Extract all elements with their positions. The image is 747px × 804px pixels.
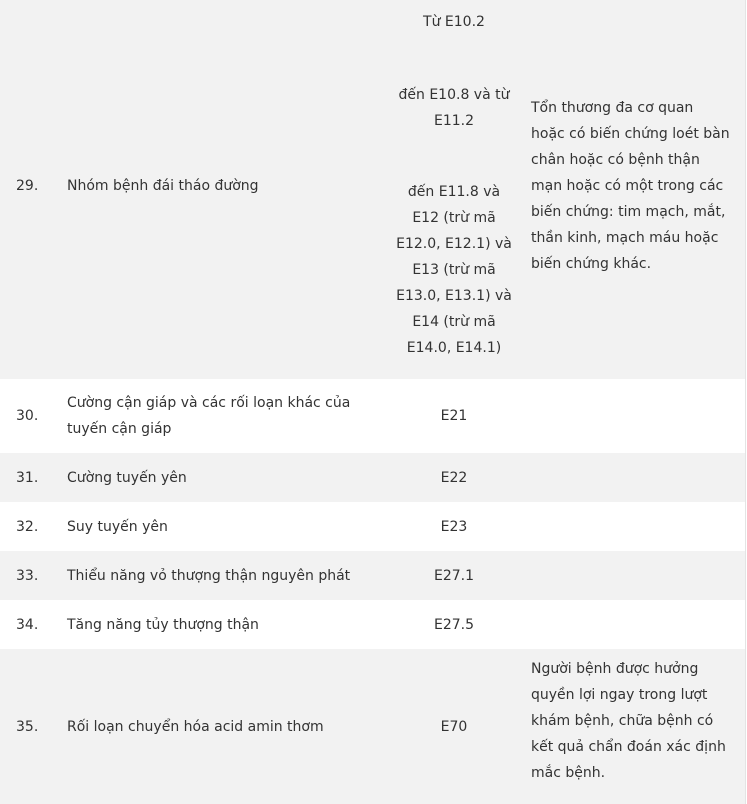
- table-row: [0, 0, 745, 379]
- disease-name: [67, 600, 367, 649]
- row-number: [16, 649, 38, 804]
- table-row: [0, 502, 745, 551]
- disease-note-line: quyền lợi ngay trong lượt: [531, 687, 708, 703]
- disease-note-line: Tổn thương đa cơ quan: [531, 100, 694, 116]
- table-row: [0, 600, 745, 649]
- disease-note-line: thần kinh, mạch máu hoặc: [531, 230, 719, 246]
- disease-code-line: E27.1: [433, 567, 475, 584]
- row-number-text: 33.: [16, 567, 39, 584]
- disease-name: [67, 173, 367, 199]
- table-row: [0, 453, 745, 502]
- disease-name-line: Rối loạn chuyển hóa acid amin thơm: [67, 718, 324, 735]
- disease-code: [392, 600, 516, 649]
- disease-name-line: Cường tuyến yên: [67, 469, 187, 486]
- disease-name-line: Cường cận giáp và các rối loạn khác của: [67, 395, 351, 411]
- disease-code: [392, 453, 516, 502]
- disease-code: [392, 551, 516, 600]
- disease-name: [67, 502, 367, 551]
- disease-code-line: E13.0, E13.1) và: [396, 288, 512, 304]
- disease-name-line: Thiểu năng vỏ thượng thận nguyên phát: [67, 567, 351, 584]
- disease-name: [67, 453, 367, 502]
- disease-note-line: Người bệnh được hưởng: [531, 661, 699, 677]
- disease-code-group: [392, 179, 516, 361]
- disease-code-line: E27.5: [433, 616, 475, 633]
- disease-name-line: Tăng năng tủy thượng thận: [67, 616, 259, 633]
- disease-code-line: E14.0, E14.1): [406, 340, 502, 356]
- disease-code-line: E22: [440, 469, 468, 486]
- disease-code-line: E70: [440, 718, 468, 735]
- table-row: [0, 551, 745, 600]
- disease-code: [392, 379, 516, 453]
- disease-code-line: E12.0, E12.1) và: [396, 236, 512, 252]
- disease-name-line: Suy tuyến yên: [67, 518, 168, 535]
- disease-code-line: Từ E10.2: [423, 14, 485, 30]
- disease-note-line: biến chứng: tim mạch, mắt,: [531, 204, 726, 220]
- disease-note: [531, 95, 741, 277]
- row-number-text: 32.: [16, 518, 39, 535]
- disease-name: [67, 551, 367, 600]
- row-number: [16, 551, 38, 600]
- disease-code: [392, 502, 516, 551]
- disease-note-line: kết quả chẩn đoán xác định: [531, 739, 726, 755]
- disease-code-group: [392, 82, 516, 134]
- disease-code-line: E21: [440, 408, 468, 424]
- disease-note-line: chân hoặc có bệnh thận: [531, 152, 700, 168]
- disease-name-line: Nhóm bệnh đái tháo đường: [67, 178, 259, 194]
- disease-code-line: E12 (trừ mã: [412, 210, 496, 226]
- row-number-text: 31.: [16, 469, 39, 486]
- disease-name: [67, 379, 367, 453]
- row-number-text: 34.: [16, 616, 39, 633]
- disease-note-line: khám bệnh, chữa bệnh có: [531, 713, 714, 729]
- row-number-text: 35.: [16, 718, 39, 735]
- disease-code-line: E13 (trừ mã: [412, 262, 496, 278]
- disease-code-group: [392, 9, 516, 35]
- row-number: [16, 600, 38, 649]
- disease-code-line: đến E11.8 và: [407, 184, 501, 200]
- disease-note-line: mạn hoặc có một trong các: [531, 178, 724, 194]
- row-number: [16, 379, 38, 453]
- disease-code-line: đến E10.8 và từ: [398, 87, 510, 103]
- disease-note-line: biến chứng khác.: [531, 256, 652, 272]
- table-row: [0, 379, 745, 453]
- disease-code-line: E11.2: [433, 113, 475, 129]
- row-number: [16, 453, 38, 502]
- disease-code: [392, 649, 516, 804]
- disease-code-line: E14 (trừ mã: [412, 314, 496, 330]
- row-number: 29.: [16, 178, 39, 194]
- row-number: [16, 502, 38, 551]
- disease-note-line: mắc bệnh.: [531, 765, 606, 781]
- disease-name-line: tuyến cận giáp: [67, 421, 172, 437]
- table-row: [0, 649, 745, 804]
- disease-name: [67, 649, 367, 804]
- disease-code-line: E23: [440, 518, 468, 535]
- row-number-text: 30.: [16, 408, 39, 424]
- disease-note: [531, 656, 741, 786]
- disease-note-line: hoặc có biến chứng loét bàn: [531, 126, 730, 142]
